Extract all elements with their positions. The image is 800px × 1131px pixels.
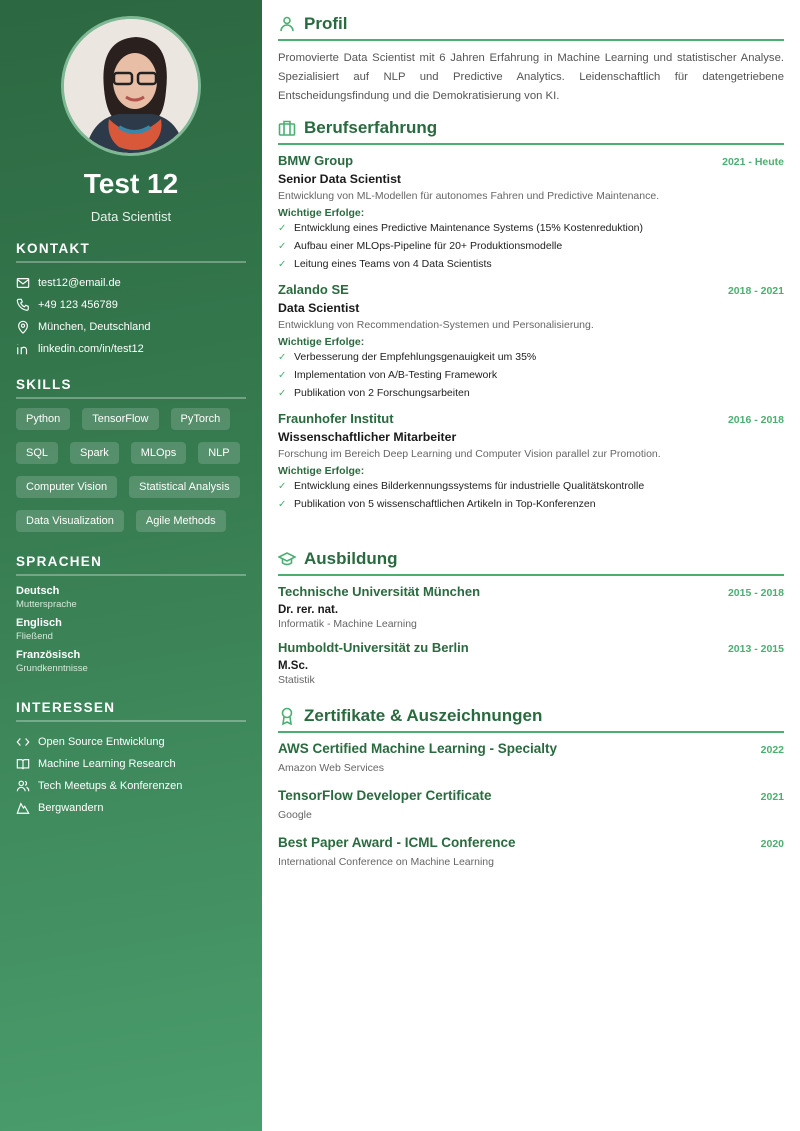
school-name: Humboldt-Universität zu Berlin [278, 640, 469, 655]
mountain-icon [16, 801, 30, 815]
heading-text: Profil [304, 14, 348, 33]
full-name: Test 12 [83, 168, 179, 199]
achievement-item [278, 477, 784, 495]
certificate-year: 2020 [760, 838, 784, 850]
job-header [278, 282, 784, 297]
certificate-name: TensorFlow Developer Certificate [278, 788, 492, 803]
skill-tag: Statistical Analysis [129, 476, 239, 498]
language-item [16, 585, 246, 610]
education-list [278, 584, 784, 686]
achievement-text: Aufbau einer MLOps-Pipeline für 20+ Produktionsmodelle [294, 240, 563, 252]
code-icon [16, 735, 30, 749]
contact-text: München, Deutschland [38, 321, 151, 333]
contact-text: test12@email.de [38, 277, 121, 289]
contact-section [16, 241, 246, 360]
mail-icon [16, 276, 30, 290]
certificate-issuer: Amazon Web Services [278, 762, 385, 774]
education-header [278, 584, 784, 599]
achievement-item [278, 348, 784, 366]
skill-tag: Computer Vision [16, 476, 117, 498]
interest-item [16, 775, 246, 797]
check-icon: ✓ [278, 222, 287, 234]
achievement-item [278, 255, 784, 273]
jobs-list [278, 153, 784, 513]
education-entry [278, 584, 784, 630]
languages-list [16, 585, 246, 674]
linkedin-icon [16, 342, 30, 356]
language-name: Deutsch [16, 585, 60, 597]
certificates-list [278, 741, 784, 868]
job-dates: 2021 - Heute [722, 156, 784, 168]
language-name: Englisch [16, 617, 62, 629]
certificate-entry [278, 835, 784, 868]
language-level: Grundkenntnisse [16, 663, 88, 674]
certificate-entry [278, 741, 784, 774]
job-entry [278, 282, 784, 402]
skill-tag: Python [16, 408, 70, 430]
skill-tag: SQL [16, 442, 58, 464]
contact-linkedin[interactable] [16, 338, 246, 360]
interest-item [16, 753, 246, 775]
language-item [16, 617, 246, 642]
contact-phone[interactable] [16, 294, 246, 316]
heading-text: Ausbildung [304, 549, 398, 568]
achievement-text: Publikation von 5 wissenschaftlichen Artikeln in Top-Konferenzen [294, 498, 596, 510]
job-header [278, 411, 784, 426]
field-of-study: Statistik [278, 674, 315, 686]
contact-email[interactable] [16, 272, 246, 294]
certificate-year: 2022 [760, 744, 784, 756]
achievement-text: Entwicklung eines Predictive Maintenance Systems (15% Kostenreduktion) [294, 222, 644, 234]
interest-item [16, 731, 246, 753]
job-role: Wissenschaftlicher Mitarbeiter [278, 430, 457, 444]
contact-heading: KONTAKT [16, 241, 246, 263]
job-role: Data Scientist [278, 301, 360, 315]
interest-text: Open Source Entwicklung [38, 736, 165, 748]
graduation-cap-icon [278, 550, 296, 568]
skill-tag: Data Visualization [16, 510, 124, 532]
sidebar [0, 0, 262, 1131]
company-name: Fraunhofer Institut [278, 411, 394, 426]
job-description: Forschung im Bereich Deep Learning und Computer Vision parallel zur Promotion. [278, 448, 661, 460]
certificate-name: Best Paper Award - ICML Conference [278, 835, 516, 850]
education-heading [278, 549, 784, 576]
skills-heading: SKILLS [16, 377, 246, 399]
job-entry [278, 411, 784, 513]
check-icon: ✓ [278, 480, 287, 492]
phone-icon [16, 298, 30, 312]
interest-text: Tech Meetups & Konferenzen [38, 780, 183, 792]
skill-tag: PyTorch [171, 408, 231, 430]
book-icon [16, 757, 30, 771]
job-title: Data Scientist [90, 209, 172, 224]
language-name: Französisch [16, 649, 81, 661]
achievement-item [278, 237, 784, 255]
check-icon: ✓ [278, 369, 287, 381]
certificate-name: AWS Certified Machine Learning - Specialty [278, 741, 558, 756]
award-icon [278, 707, 296, 725]
check-icon: ✓ [278, 240, 287, 252]
job-description: Entwicklung von ML-Modellen für autonomes Fahren und Predictive Maintenance. [278, 190, 660, 202]
contact-text: +49 123 456789 [38, 299, 118, 311]
skills-section [16, 377, 246, 532]
check-icon: ✓ [278, 387, 287, 399]
education-section [278, 549, 784, 696]
certificates-heading [278, 706, 784, 733]
company-name: Zalando SE [278, 282, 349, 297]
location-icon [16, 320, 30, 334]
job-dates: 2018 - 2021 [727, 285, 784, 297]
certificate-issuer: International Conference on Machine Learning [278, 856, 494, 868]
interests-section [16, 700, 246, 819]
skill-tag: MLOps [131, 442, 186, 464]
field-of-study: Informatik - Machine Learning [278, 618, 417, 630]
achievement-item [278, 366, 784, 384]
skill-tag: NLP [198, 442, 239, 464]
contact-location [16, 316, 246, 338]
school-name: Technische Universität München [278, 584, 481, 599]
language-level: Fließend [16, 631, 53, 642]
job-entry [278, 153, 784, 273]
education-dates: 2013 - 2015 [727, 643, 784, 655]
company-name: BMW Group [278, 153, 354, 168]
heading-text: Zertifikate & Auszeichnungen [304, 706, 543, 725]
profile-photo [61, 16, 201, 156]
job-header [278, 153, 784, 168]
interests-heading: INTERESSEN [16, 700, 246, 722]
achievements-label: Wichtige Erfolge: [278, 336, 365, 348]
achievement-text: Leitung eines Teams von 4 Data Scientists [294, 258, 492, 270]
heading-text: Berufserfahrung [304, 118, 438, 137]
users-icon [16, 779, 30, 793]
languages-section [16, 554, 246, 681]
job-role: Senior Data Scientist [278, 172, 402, 186]
education-header [278, 640, 784, 655]
language-item [16, 649, 246, 674]
briefcase-icon [278, 119, 296, 137]
skills-list [16, 408, 246, 532]
experience-section [278, 118, 784, 522]
achievement-item [278, 495, 784, 513]
achievements-label: Wichtige Erfolge: [278, 465, 365, 477]
skill-tag: Agile Methods [136, 510, 226, 532]
job-dates: 2016 - 2018 [727, 414, 784, 426]
profile-text: Promovierte Data Scientist mit 6 Jahren Erfahrung in Machine Learning und statistischer Analyse. Spezialisiert auf NLP und Predictive Analytics. Leidenschaftlich für datengetriebene Entscheidungsfindung und die Demokratisierung von KI. [278, 52, 784, 102]
achievement-text: Implementation von A/B-Testing Framework [294, 369, 498, 381]
certificate-header [278, 788, 784, 803]
degree: Dr. rer. nat. [278, 604, 339, 616]
certificate-year: 2021 [760, 791, 784, 803]
interest-item [16, 797, 246, 819]
profile-section [278, 14, 784, 106]
degree: M.Sc. [278, 660, 309, 672]
experience-heading [278, 118, 784, 145]
education-dates: 2015 - 2018 [727, 587, 784, 599]
check-icon: ✓ [278, 258, 287, 270]
achievement-item [278, 219, 784, 237]
achievement-text: Entwicklung eines Bilderkennungssystems für industrielle Qualitätskontrolle [294, 480, 645, 492]
achievement-text: Publikation von 2 Forschungsarbeiten [294, 387, 470, 399]
certificates-section [278, 706, 784, 882]
skill-tag: TensorFlow [82, 408, 158, 430]
profile-heading [278, 14, 784, 41]
job-description: Entwicklung von Recommendation-Systemen und Personalisierung. [278, 319, 594, 331]
user-icon [278, 15, 296, 33]
achievement-item [278, 384, 784, 402]
achievement-text: Verbesserung der Empfehlungsgenauigkeit um 35% [294, 351, 537, 363]
skill-tag: Spark [70, 442, 119, 464]
check-icon: ✓ [278, 351, 287, 363]
contact-text: linkedin.com/in/test12 [38, 343, 144, 355]
language-level: Muttersprache [16, 599, 77, 610]
certificate-issuer: Google [278, 809, 312, 821]
languages-heading: SPRACHEN [16, 554, 246, 576]
interest-text: Machine Learning Research [38, 758, 176, 770]
certificate-header [278, 741, 784, 756]
check-icon: ✓ [278, 498, 287, 510]
achievements-label: Wichtige Erfolge: [278, 207, 365, 219]
education-entry [278, 640, 784, 686]
certificate-entry [278, 788, 784, 821]
certificate-header [278, 835, 784, 850]
interest-text: Bergwandern [38, 802, 104, 814]
